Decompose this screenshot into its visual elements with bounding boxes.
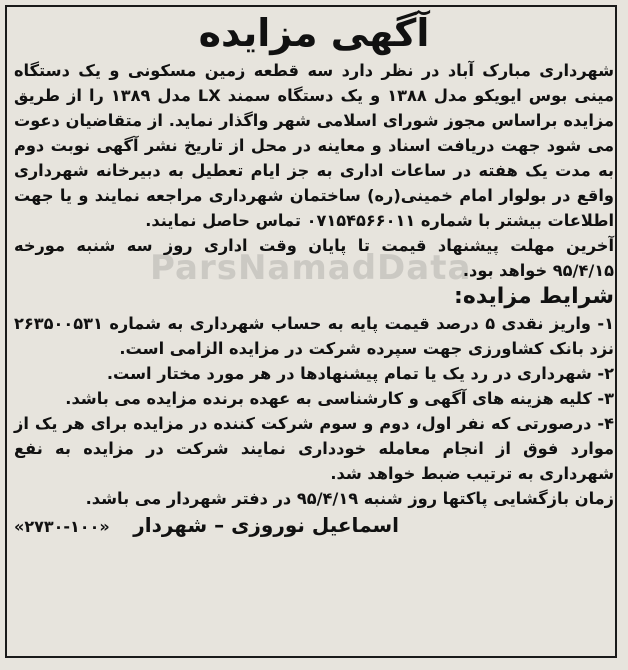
deadline-paragraph: آخرین مهلت پیشنهاد قیمت تا پایان وقت اداری روز سه شنبه مورخه ۹۵/۴/۱۵ خواهد بود. <box>14 236 614 280</box>
signature-row <box>14 513 614 543</box>
ad-title: آگهی مزایده <box>198 11 430 55</box>
ad-code: «۲۷۳۰-۱۰۰» <box>14 517 110 536</box>
condition-3: ۳- کلیه هزینه های آگهی و کارشناسی به عهده برنده مزایده می باشد. <box>65 389 614 408</box>
condition-1: ۱- واریز نقدی ۵ درصد قیمت پایه به حساب شهرداری به شماره ۲۶۳۵۰۰۵۳۱ نزد بانک کشاورزی جهت سپرده شرکت در مزایده الزامی است. <box>14 314 614 358</box>
condition-4: ۴- درصورتی که نفر اول، دوم و سوم شرکت کننده در مزایده برای هر یک از موارد فوق از انجام معامله خودداری نمایند شرکت در مزایده به نفع شهرداری به ترتیب ضبط خواهد شد. <box>14 414 614 483</box>
intro-paragraph: شهرداری مبارک آباد در نظر دارد سه قطعه زمین مسکونی و یک دستگاه مینی بوس ایویکو مدل ۱۳۸۸ و یک دستگاه سمند LX مدل ۱۳۸۹ را از طریق مزایده براساس مجوز شورای اسلامی شهر واگذار نماید. از متقاضیان دعوت می شود جهت دریافت اسناد و معاینه در محل از تاریخ نشر آگهی نوبت دوم به مدت یک هفته در ساعات اداری به جز ایام تعطیل به دبیرخانه شهرداری واقع در بولوار امام خمینی(ره) ساختمان شهرداری مراجعه نمایند و یا جهت اطلاعات بیشتر با شماره ۰۷۱۵۴۵۶۶۰۱۱ تماس حاصل نمایند. <box>14 61 614 230</box>
condition-2: ۲- شهرداری در رد یک یا تمام پیشنهادها در هر مورد مختار است. <box>106 364 614 383</box>
opening-note: زمان بازگشایی پاکتها روز شنبه ۹۵/۴/۱۹ در دفتر شهردار می باشد. <box>85 489 614 508</box>
ad-body <box>14 58 614 511</box>
watermark: ParsNamadData <box>150 248 472 288</box>
ad-content <box>14 10 614 655</box>
conditions-heading: شرایط مزایده: <box>454 284 614 309</box>
signer-name: اسماعیل نوروزی – شهردار <box>133 513 399 537</box>
